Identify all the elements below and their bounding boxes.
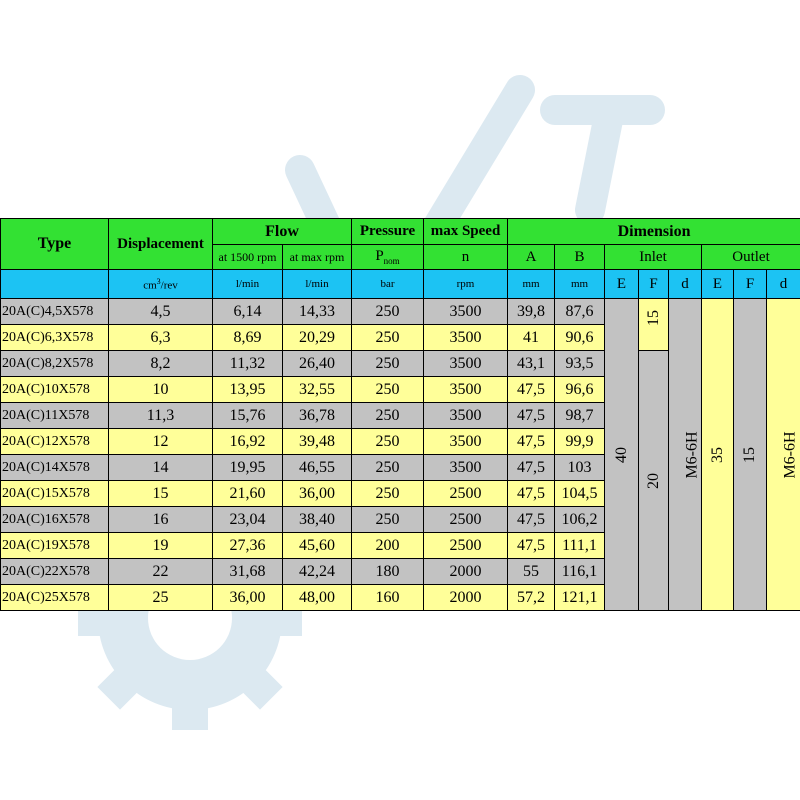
row-speed: 2500 (424, 481, 508, 507)
row-speed: 2000 (424, 559, 508, 585)
unit-inlet-d: d (669, 270, 702, 299)
unit-type-empty (1, 270, 109, 299)
outlet-e-value: 35 (702, 299, 734, 611)
row-speed: 3500 (424, 325, 508, 351)
row-b: 87,6 (555, 299, 605, 325)
unit-inlet-e: E (605, 270, 639, 299)
row-a: 41 (508, 325, 555, 351)
row-a: 47,5 (508, 481, 555, 507)
unit-flow-1500: l/min (213, 270, 283, 299)
inlet-f-top-value: 15 (639, 299, 669, 351)
header-flow: Flow (213, 219, 352, 245)
row-flow-1500: 36,00 (213, 585, 283, 611)
spec-table (0, 218, 800, 611)
unit-inlet-f: F (639, 270, 669, 299)
header-type: Type (1, 219, 109, 270)
row-a: 43,1 (508, 351, 555, 377)
row-pressure: 250 (352, 429, 424, 455)
row-a: 47,5 (508, 429, 555, 455)
row-flow-max: 36,00 (283, 481, 352, 507)
row-flow-max: 36,78 (283, 403, 352, 429)
row-flow-max: 38,40 (283, 507, 352, 533)
row-type: 20A(C)4,5X578 (1, 299, 109, 325)
row-pressure: 180 (352, 559, 424, 585)
row-displacement: 11,3 (109, 403, 213, 429)
row-pressure: 250 (352, 377, 424, 403)
row-displacement: 14 (109, 455, 213, 481)
inlet-f-value: 20 (639, 351, 669, 611)
row-flow-1500: 11,32 (213, 351, 283, 377)
row-a: 47,5 (508, 507, 555, 533)
row-type: 20A(C)6,3X578 (1, 325, 109, 351)
row-flow-max: 39,48 (283, 429, 352, 455)
inlet-e-value: 40 (605, 299, 639, 611)
row-displacement: 10 (109, 377, 213, 403)
row-a: 57,2 (508, 585, 555, 611)
row-pressure: 160 (352, 585, 424, 611)
row-b: 111,1 (555, 533, 605, 559)
row-b: 104,5 (555, 481, 605, 507)
row-b: 116,1 (555, 559, 605, 585)
header-displacement: Displacement (109, 219, 213, 270)
unit-outlet-d: d (767, 270, 800, 299)
row-flow-max: 14,33 (283, 299, 352, 325)
header-dimension: Dimension (508, 219, 800, 245)
row-a: 47,5 (508, 533, 555, 559)
row-speed: 3500 (424, 377, 508, 403)
row-flow-max: 48,00 (283, 585, 352, 611)
header-flow-1500: at 1500 rpm (213, 245, 283, 270)
row-speed: 3500 (424, 455, 508, 481)
row-displacement: 16 (109, 507, 213, 533)
row-flow-max: 42,24 (283, 559, 352, 585)
row-flow-max: 45,60 (283, 533, 352, 559)
row-speed: 2000 (424, 585, 508, 611)
table-row (1, 299, 800, 325)
row-type: 20A(C)25X578 (1, 585, 109, 611)
row-flow-max: 26,40 (283, 351, 352, 377)
row-b: 90,6 (555, 325, 605, 351)
row-pressure: 250 (352, 403, 424, 429)
row-displacement: 4,5 (109, 299, 213, 325)
row-type: 20A(C)8,2X578 (1, 351, 109, 377)
header-flow-max: at max rpm (283, 245, 352, 270)
row-flow-1500: 27,36 (213, 533, 283, 559)
unit-b: mm (555, 270, 605, 299)
header-pressure: Pressure (352, 219, 424, 245)
outlet-d-value: M6-6H (767, 299, 800, 611)
row-flow-1500: 8,69 (213, 325, 283, 351)
unit-speed: rpm (424, 270, 508, 299)
outlet-f-value: 15 (734, 299, 767, 611)
row-flow-1500: 21,60 (213, 481, 283, 507)
header-a: A (508, 245, 555, 270)
row-speed: 3500 (424, 429, 508, 455)
row-displacement: 8,2 (109, 351, 213, 377)
row-displacement: 12 (109, 429, 213, 455)
row-pressure: 250 (352, 481, 424, 507)
header-inlet: Inlet (605, 245, 702, 270)
row-pressure: 200 (352, 533, 424, 559)
row-type: 20A(C)16X578 (1, 507, 109, 533)
inlet-d-value: M6-6H (669, 299, 702, 611)
row-b: 96,6 (555, 377, 605, 403)
row-flow-max: 20,29 (283, 325, 352, 351)
row-pressure: 250 (352, 351, 424, 377)
row-flow-max: 32,55 (283, 377, 352, 403)
row-speed: 3500 (424, 299, 508, 325)
row-speed: 2500 (424, 533, 508, 559)
row-displacement: 22 (109, 559, 213, 585)
unit-outlet-f: F (734, 270, 767, 299)
row-a: 55 (508, 559, 555, 585)
header-outlet: Outlet (702, 245, 800, 270)
row-flow-1500: 6,14 (213, 299, 283, 325)
row-type: 20A(C)10X578 (1, 377, 109, 403)
row-flow-1500: 19,95 (213, 455, 283, 481)
unit-flow-max: l/min (283, 270, 352, 299)
row-flow-1500: 31,68 (213, 559, 283, 585)
spec-table-body (1, 299, 800, 611)
row-pressure: 250 (352, 507, 424, 533)
unit-pressure: bar (352, 270, 424, 299)
row-speed: 3500 (424, 403, 508, 429)
row-b: 106,2 (555, 507, 605, 533)
row-b: 93,5 (555, 351, 605, 377)
row-type: 20A(C)14X578 (1, 455, 109, 481)
row-a: 47,5 (508, 455, 555, 481)
header-speed-symbol: n (424, 245, 508, 270)
row-a: 47,5 (508, 403, 555, 429)
row-pressure: 250 (352, 325, 424, 351)
row-flow-1500: 16,92 (213, 429, 283, 455)
row-speed: 3500 (424, 351, 508, 377)
row-displacement: 15 (109, 481, 213, 507)
row-flow-1500: 15,76 (213, 403, 283, 429)
row-type: 20A(C)22X578 (1, 559, 109, 585)
row-b: 103 (555, 455, 605, 481)
row-pressure: 250 (352, 455, 424, 481)
row-flow-1500: 23,04 (213, 507, 283, 533)
unit-displacement: $cm^3$/rev (109, 270, 213, 299)
row-type: 20A(C)12X578 (1, 429, 109, 455)
unit-a: mm (508, 270, 555, 299)
row-displacement: 19 (109, 533, 213, 559)
row-displacement: 6,3 (109, 325, 213, 351)
row-flow-max: 46,55 (283, 455, 352, 481)
unit-outlet-e: E (702, 270, 734, 299)
row-pressure: 250 (352, 299, 424, 325)
row-type: 20A(C)11X578 (1, 403, 109, 429)
row-a: 39,8 (508, 299, 555, 325)
row-speed: 2500 (424, 507, 508, 533)
row-b: 121,1 (555, 585, 605, 611)
row-flow-1500: 13,95 (213, 377, 283, 403)
header-b: B (555, 245, 605, 270)
row-type: 20A(C)19X578 (1, 533, 109, 559)
row-displacement: 25 (109, 585, 213, 611)
row-b: 98,7 (555, 403, 605, 429)
row-b: 99,9 (555, 429, 605, 455)
row-a: 47,5 (508, 377, 555, 403)
row-type: 20A(C)15X578 (1, 481, 109, 507)
header-pressure-symbol: $P_{nom}$ (352, 245, 424, 270)
header-max-speed: max Speed (424, 219, 508, 245)
